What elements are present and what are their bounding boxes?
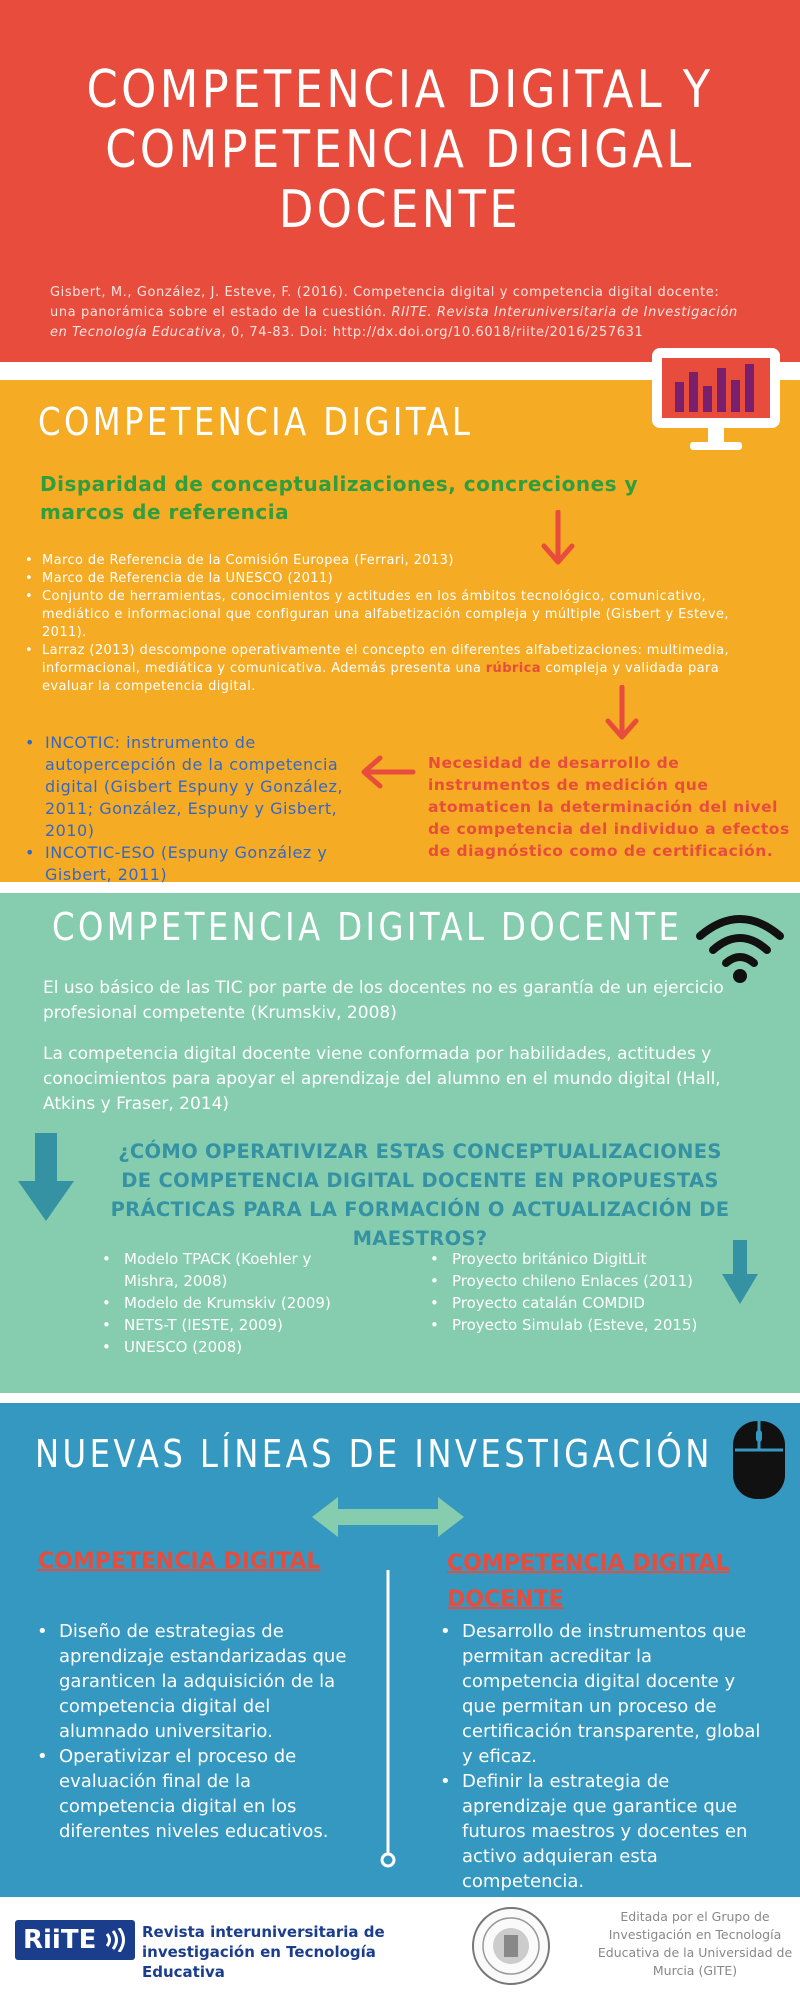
models-list <box>102 1248 352 1358</box>
page-title: COMPETENCIA DIGITAL Y COMPETENCIA DIGIGAL DOCENTE <box>86 60 714 240</box>
competencia-digital-subtitle: Disparidad de conceptualizaciones, concreciones y marcos de referencia <box>40 472 639 524</box>
signal-icon <box>103 1928 131 1952</box>
list-item: • Proyecto británico DigitLit <box>430 1248 700 1270</box>
list-item: • INCOTIC-ESO (Espuny González y Gisbert, 2011) <box>25 842 385 886</box>
competencia-docente-title: COMPETENCIA DIGITAL DOCENTE <box>52 905 683 949</box>
citation-journal: RIITE. Revista Interuniversitaria de Investigación en Tecnología Educativa <box>50 305 738 340</box>
list-item: • Modelo de Krumskiv (2009) <box>102 1292 352 1314</box>
list-item: • Modelo TPACK (Koehler y Mishra, 2008) <box>102 1248 352 1292</box>
right-lines-list <box>440 1619 770 1894</box>
right-heading: COMPETENCIA DIGITAL DOCENTE <box>447 1551 730 1612</box>
mouse-icon <box>730 1418 788 1502</box>
list-item: • INCOTIC: instrumento de autopercepción de la competencia digital (Gisbert Espuny y González, 2011; González, Espuny y Gisbert, 2010) <box>25 732 385 842</box>
list-item: • Marco de Referencia de la UNESCO (2011) <box>25 570 735 588</box>
vertical-divider <box>380 1570 396 1870</box>
list-item: • Desarrollo de instrumentos que permitan acreditar la competencia digital docente y que permitan un proceso de certificación transparente, global y eficaz. <box>440 1619 770 1769</box>
frameworks-list <box>25 552 735 696</box>
arrow-left-icon <box>360 755 416 789</box>
list-item-text: compleja y validada para evaluar la competencia digital. <box>42 661 720 694</box>
wifi-icon <box>695 910 785 984</box>
citation-text: Gisbert, M., González, J. Esteve, F. (2016). Competencia digital y competencia digital docente: una panorámica sobre el estado de la cuestión. <box>50 285 720 320</box>
projects-list <box>430 1248 700 1336</box>
monitor-chart-icon <box>650 346 782 458</box>
citation <box>50 283 750 343</box>
credit-text: Editada por el Grupo de Investigación en Tecnología Educativa de la Universidad de Murcia (GITE) <box>597 1909 793 1978</box>
list-item: • Definir la estrategia de aprendizaje que garantice que futuros maestros y docentes en activo adquieran esta competencia. <box>440 1769 770 1894</box>
list-item: • Proyecto catalán COMDID <box>430 1292 700 1314</box>
list-item-text: Larraz (2013) descompone operativamente el concepto en diferentes alfabetizaciones: multimedia, informacional, mediática y comunicativa. Además presenta una <box>42 643 730 676</box>
list-item: • Proyecto chileno Enlaces (2011) <box>430 1270 700 1292</box>
left-lines-list <box>37 1619 362 1844</box>
competencia-digital-title: COMPETENCIA DIGITAL <box>38 400 474 444</box>
arrow-down-icon <box>16 1133 76 1223</box>
riite-logo <box>15 1920 135 1960</box>
citation-doi: , 0, 74-83. Doi: http://dx.doi.org/10.6018/riite/2016/257631 <box>221 325 644 340</box>
question-heading: ¿CÓMO OPERATIVIZAR ESTAS CONCEPTUALIZACIONES DE COMPETENCIA DIGITAL DOCENTE EN PROPUESTAS PRÁCTICAS PARA LA FORMACIÓN O ACTUALIZACIÓN DE MAESTROS? <box>110 1140 730 1250</box>
paragraph-tic: El uso básico de las TIC por parte de los docentes no es garantía de un ejercicio profesional competente (Krumskiv, 2008) <box>43 978 724 1023</box>
need-note: Necesidad de desarrollo de instrumentos de medición que atomaticen la determinación del nivel de competencia del individuo a efectos de diagnóstico como de certificación. <box>428 754 790 860</box>
arrow-down-icon <box>605 685 639 741</box>
double-arrow-icon <box>312 1495 464 1539</box>
left-heading: COMPETENCIA DIGITAL <box>38 1549 321 1574</box>
journal-name: Revista interuniversitaria de investigación en Tecnología Educativa <box>142 1923 385 1981</box>
nuevas-lineas-title: NUEVAS LÍNEAS DE INVESTIGACIÓN <box>35 1432 713 1476</box>
list-item: • Conjunto de herramientas, conocimientos y actitudes en los ámbitos tecnológico, comunicativo, mediático e informacional que configuran una alfabetización compleja y múltiple (Gisbert y Esteve, 2011). <box>25 588 735 642</box>
list-item: • Proyecto Simulab (Esteve, 2015) <box>430 1314 700 1336</box>
university-seal-icon <box>470 1905 552 1987</box>
list-item: • UNESCO (2008) <box>102 1336 352 1358</box>
instruments-list <box>25 732 385 886</box>
paragraph-definition: La competencia digital docente viene conformada por habilidades, actitudes y conocimientos para apoyar el aprendizaje del alumno en el mundo digital (Hall, Atkins y Fraser, 2014) <box>43 1044 721 1114</box>
list-item: • Diseño de estrategias de aprendizaje estandarizadas que garanticen la adquisición de la competencia digital del alumnado universitario. <box>37 1619 362 1744</box>
list-item: • NETS-T (IESTE, 2009) <box>102 1314 352 1336</box>
rubrica-highlight: rúbrica <box>485 661 541 676</box>
list-item: • Marco de Referencia de la Comisión Europea (Ferrari, 2013) <box>25 552 735 570</box>
arrow-down-icon <box>720 1240 760 1306</box>
riite-logo-text: RiiTE <box>23 1925 97 1955</box>
list-item: • Operativizar el proceso de evaluación final de la competencia digital en los diferentes niveles educativos. <box>37 1744 362 1844</box>
